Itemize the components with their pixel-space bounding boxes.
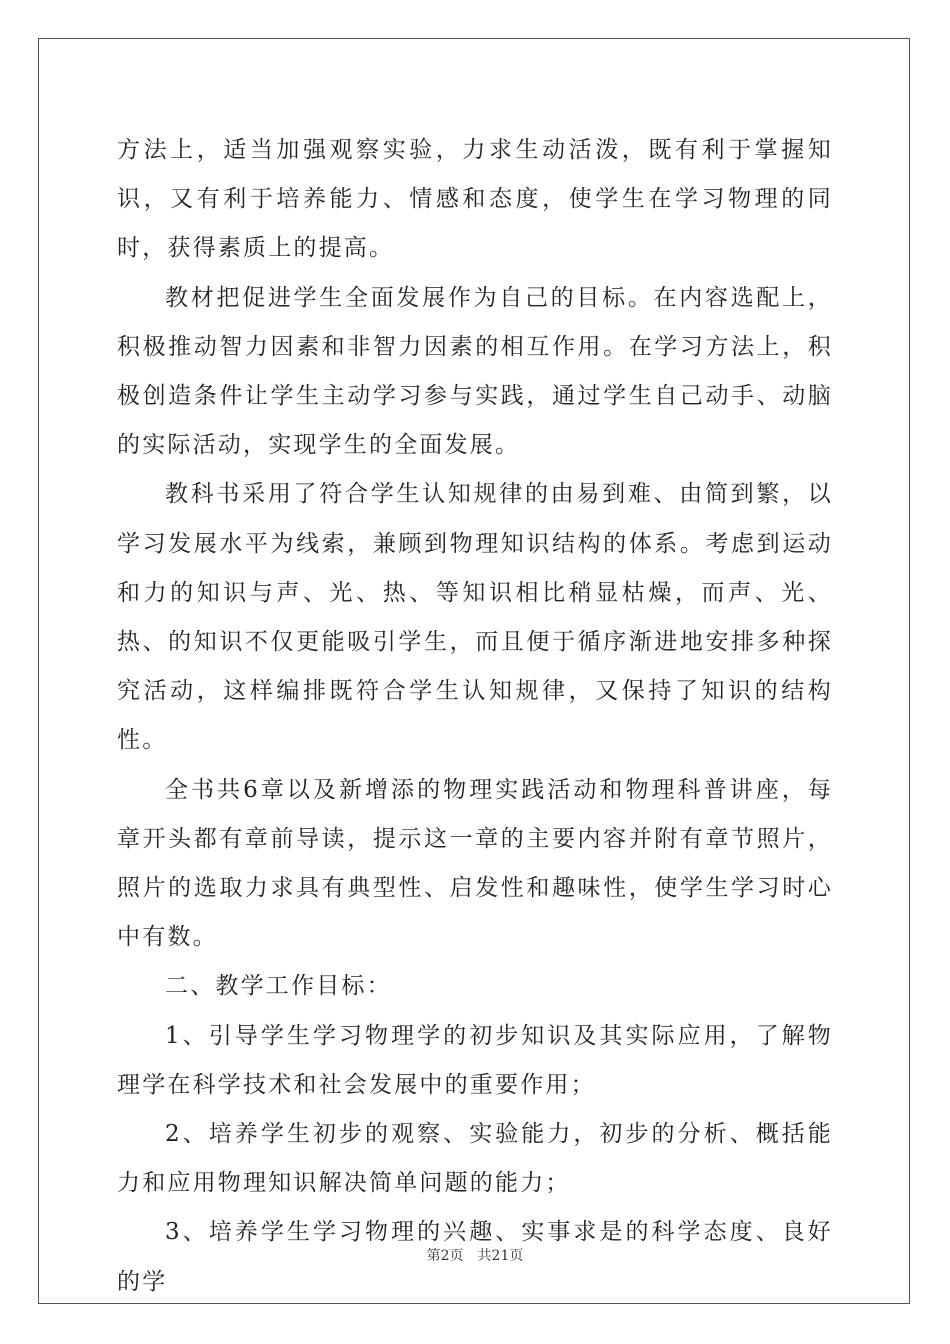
goal-item-2: 2、培养学生初步的观察、实验能力，初步的分析、概括能力和应用物理知识解决简单问题的能力； xyxy=(117,1121,833,1197)
page-number: 第2页 xyxy=(426,1248,464,1264)
goal-item-1: 1、引导学生学习物理学的初步知识及其实际应用，了解物理学在科学技术和社会发展中的重要作用； xyxy=(117,1022,833,1098)
paragraph-2: 教材把促进学生全面发展作为自己的目标。在内容选配上，积极推动智力因素和非智力因素的相互作用。在学习方法上，积极创造条件让学生主动学习参与实践，通过学生自己动手、动脑的实际活动，实现学生的全面发展。 xyxy=(117,284,833,459)
paragraph-1: 方法上，适当加强观察实验，力求生动活泼，既有利于掌握知识，又有利于培养能力、情感和态度，使学生在学习物理的同时，获得素质上的提高。 xyxy=(117,137,833,262)
paragraph-4: 全书共6章以及新增添的物理实践活动和物理科普讲座，每章开头都有章前导读，提示这一章的主要内容并附有章节照片，照片的选取力求具有典型性、启发性和趣味性，使学生学习时心中有数。 xyxy=(117,776,833,951)
goal-item-3: 3、培养学生学习物理的兴趣、实事求是的科学态度、良好的学 xyxy=(117,1219,833,1295)
page-total: 共21页 xyxy=(477,1248,524,1264)
section-heading-teaching-goals: 二、教学工作目标： xyxy=(165,973,392,1000)
paragraph-3: 教科书采用了符合学生认知规律的由易到难、由简到繁，以学习发展水平为线索，兼顾到物理知识结构的体系。考虑到运动和力的知识与声、光、热、等知识相比稍显枯燥，而声、光、热、的知识不仅更能吸引学生，而且便于循序渐进地安排多种探究活动，这样编排既符合学生认知规律，又保持了知识的结构性。 xyxy=(117,481,833,754)
document-body xyxy=(117,126,833,1307)
page-footer xyxy=(0,1245,950,1265)
